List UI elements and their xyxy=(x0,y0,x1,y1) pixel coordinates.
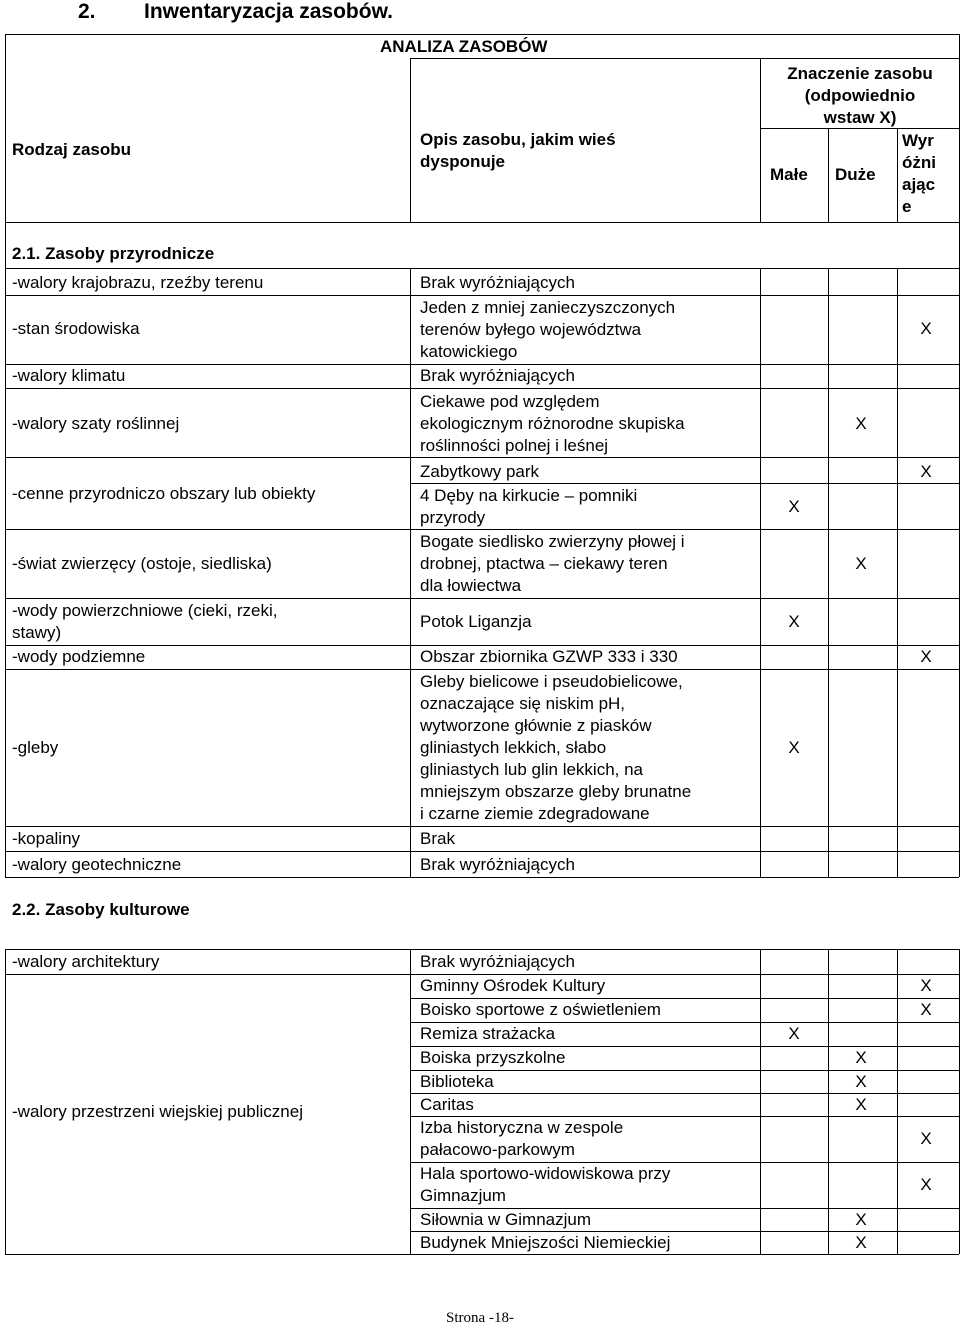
section-title: 2.1. Zasoby przyrodnicze xyxy=(12,244,215,263)
analiza-zasobow-header: ANALIZA ZASOBÓW xyxy=(380,37,548,56)
row-opis: Brak wyróżniających xyxy=(420,273,575,292)
document-heading xyxy=(78,0,393,24)
row-rodzaj: -walory przestrzeni wiejskiej publicznej xyxy=(12,1102,303,1121)
mark-male: X xyxy=(788,1024,800,1043)
mark-duze: X xyxy=(855,414,867,433)
mark-duze: X xyxy=(855,1048,867,1067)
mark-wyrozniajace: X xyxy=(920,462,932,481)
row-rodzaj: -cenne przyrodniczo obszary lub obiekty xyxy=(12,484,316,503)
row-opis: Brak wyróżniających xyxy=(420,366,575,385)
row-rodzaj: -wody podziemne xyxy=(12,647,146,666)
row-opis: Potok Liganzja xyxy=(420,612,532,631)
mark-male: X xyxy=(788,612,800,631)
mark-duze: X xyxy=(855,554,867,573)
mark-wyrozniajace: X xyxy=(920,1129,932,1148)
row-opis: Brak wyróżniających xyxy=(420,952,575,971)
row-rodzaj: -walory szaty roślinnej xyxy=(12,414,180,433)
row-rodzaj: -stan środowiska xyxy=(12,319,140,338)
mark-wyrozniajace: X xyxy=(920,976,932,995)
male-header: Małe xyxy=(770,165,808,184)
row-rodzaj: -gleby xyxy=(12,738,59,757)
row-rodzaj: -walory geotechniczne xyxy=(12,855,182,874)
mark-male: X xyxy=(788,497,800,516)
row-opis: Brak wyróżniających xyxy=(420,855,575,874)
row-rodzaj: -walory klimatu xyxy=(12,366,126,385)
item-opis: Remiza strażacka xyxy=(420,1024,556,1043)
mark-wyrozniajace: X xyxy=(920,647,932,666)
item-opis: Boisko sportowe z oświetleniem xyxy=(420,1000,661,1019)
mark-wyrozniajace: X xyxy=(920,1175,932,1194)
mark-wyrozniajace: X xyxy=(920,1000,932,1019)
znaczenie-zasobu-header: Znaczenie zasobu (odpowiednio wstaw X) xyxy=(787,64,933,127)
row-opis: Obszar zbiornika GZWP 333 i 330 xyxy=(420,647,678,666)
heading-number: 2. xyxy=(78,0,96,23)
item-opis: Budynek Mniejszości Niemieckiej xyxy=(420,1233,671,1252)
row-rodzaj: -walory architektury xyxy=(12,952,160,971)
mark-male: X xyxy=(788,738,800,757)
item-opis: Hala sportowo-widowiskowa przy Gimnazjum xyxy=(420,1164,671,1205)
duze-header: Duże xyxy=(835,165,876,184)
mark-duze: X xyxy=(855,1095,867,1114)
row-opis: Ciekawe pod względem ekologicznym różnorodne skupiska roślinności polnej i leśnej xyxy=(420,392,685,455)
item-opis: Gminny Ośrodek Kultury xyxy=(420,976,606,995)
item-opis: Biblioteka xyxy=(420,1072,494,1091)
rodzaj-zasobu-header: Rodzaj zasobu xyxy=(12,140,132,159)
section-title: 2.2. Zasoby kulturowe xyxy=(12,900,190,919)
heading-title: Inwentaryzacja zasobów. xyxy=(144,0,393,23)
row-opis: 4 Dęby na kirkucie – pomniki przyrody xyxy=(420,486,638,527)
wyrozniajace-header: Wyr óżni ając e xyxy=(902,131,936,216)
row-rodzaj: -wody powierzchniowe (cieki, rzeki, stawy) xyxy=(12,601,278,642)
mark-duze: X xyxy=(855,1210,867,1229)
item-opis: Boiska przyszkolne xyxy=(420,1048,566,1067)
opis-zasobu-header: Opis zasobu, jakim wieś dysponuje xyxy=(420,130,616,171)
item-opis: Caritas xyxy=(420,1095,474,1114)
mark-duze: X xyxy=(855,1233,867,1252)
item-opis: Izba historyczna w zespole pałacowo-parkowym xyxy=(420,1118,624,1159)
row-opis: Zabytkowy park xyxy=(420,462,540,481)
row-rodzaj: -walory krajobrazu, rzeźby terenu xyxy=(12,273,264,292)
mark-duze: X xyxy=(855,1072,867,1091)
row-rodzaj: -świat zwierzęcy (ostoje, siedliska) xyxy=(12,554,272,573)
item-opis: Siłownia w Gimnazjum xyxy=(420,1210,591,1229)
row-opis: Brak xyxy=(420,829,455,848)
row-opis: Jeden z mniej zanieczyszczonych terenów byłego województwa katowickiego xyxy=(420,298,676,361)
row-opis: Bogate siedlisko zwierzyny płowej i drobnej, ptactwa – ciekawy teren dla łowiectwa xyxy=(420,532,685,595)
row-opis: Gleby bielicowe i pseudobielicowe, oznaczające się niskim pH, wytworzone głównie z piasków gliniastych lekkich, słabo gliniastych lub glin lekkich, na mniejszym obszarze gleby brunatne i czarne ziemie zdegradowane xyxy=(420,672,692,823)
mark-wyrozniajace: X xyxy=(920,319,932,338)
row-rodzaj: -kopaliny xyxy=(12,829,81,848)
page-number-footer: Strona -18- xyxy=(446,1310,514,1326)
